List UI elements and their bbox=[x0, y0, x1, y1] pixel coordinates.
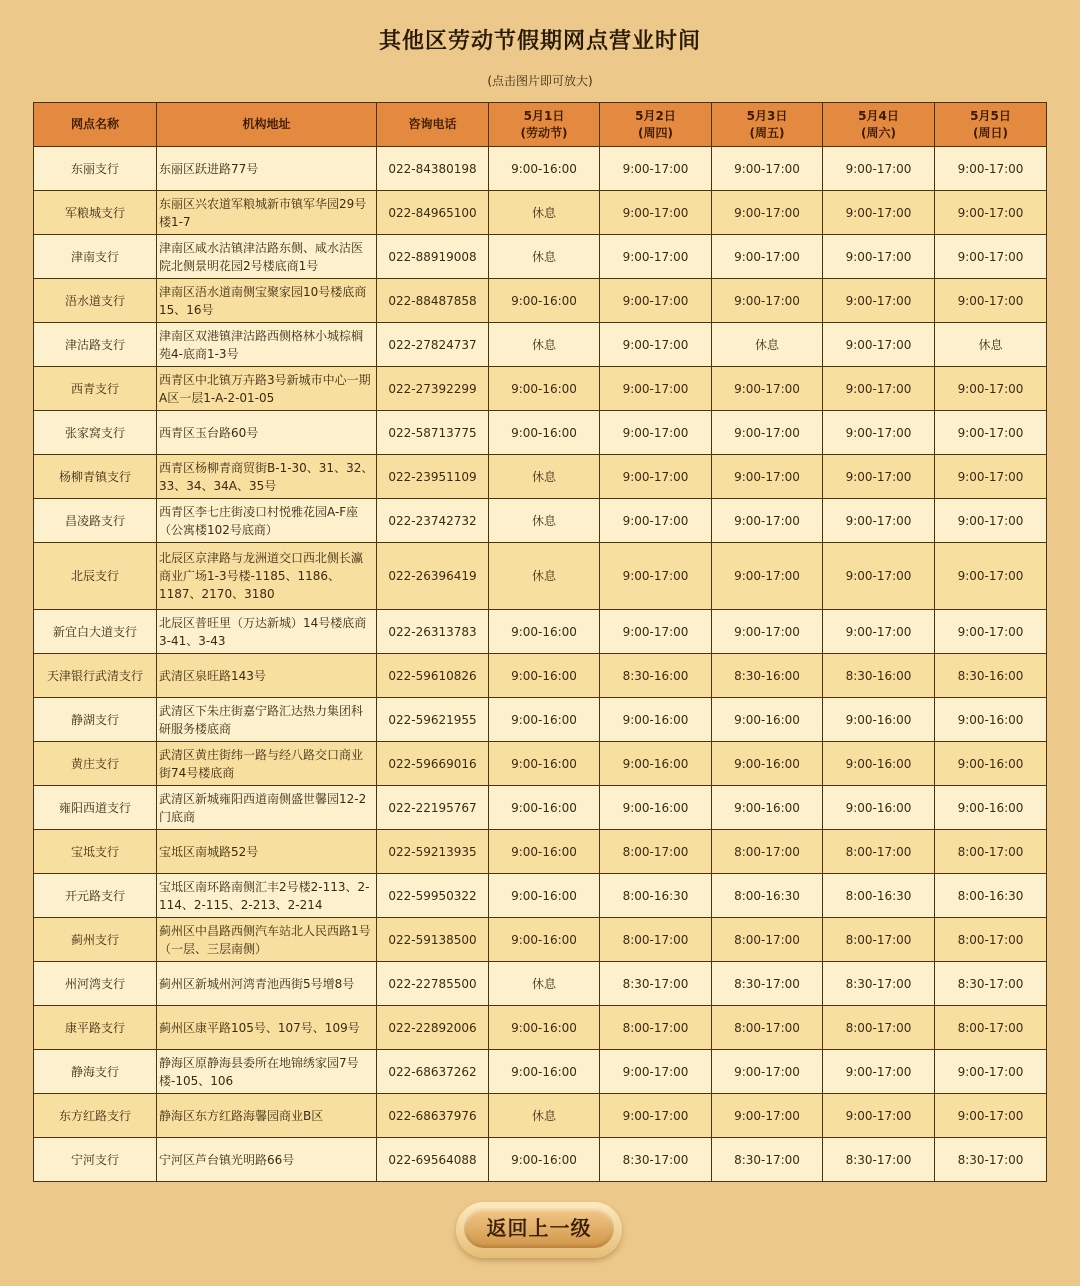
header-day2: 5月2日 (周四) bbox=[600, 103, 712, 147]
hours-day5: 8:00-17:00 bbox=[935, 830, 1047, 874]
hours-day4: 9:00-17:00 bbox=[823, 191, 935, 235]
hours-day4: 9:00-17:00 bbox=[823, 1094, 935, 1138]
hours-day3: 9:00-17:00 bbox=[712, 191, 823, 235]
hours-day1: 休息 bbox=[489, 962, 600, 1006]
branch-address: 蓟州区中昌路西侧汽车站北人民西路1号（一层、三层南侧） bbox=[157, 918, 377, 962]
hours-day2: 8:00-17:00 bbox=[600, 830, 712, 874]
hours-day1: 9:00-16:00 bbox=[489, 1138, 600, 1182]
hours-day4: 9:00-17:00 bbox=[823, 1050, 935, 1094]
hours-day5: 8:00-17:00 bbox=[935, 918, 1047, 962]
page-subtitle: (点击图片即可放大) bbox=[487, 74, 593, 88]
hours-day2: 9:00-17:00 bbox=[600, 191, 712, 235]
branch-name: 新宜白大道支行 bbox=[34, 610, 157, 654]
hours-day2: 9:00-17:00 bbox=[600, 367, 712, 411]
table-row bbox=[34, 1050, 1047, 1094]
hours-day1: 休息 bbox=[489, 235, 600, 279]
hours-day4: 9:00-16:00 bbox=[823, 786, 935, 830]
table-row bbox=[34, 654, 1047, 698]
branch-name: 州河湾支行 bbox=[34, 962, 157, 1006]
branch-address: 宝坻区南环路南侧汇丰2号楼2-113、2-114、2-115、2-213、2-214 bbox=[157, 874, 377, 918]
table-body bbox=[34, 147, 1047, 1182]
hours-day1: 休息 bbox=[489, 455, 600, 499]
hours-day1: 9:00-16:00 bbox=[489, 610, 600, 654]
header-day3: 5月3日 (周五) bbox=[712, 103, 823, 147]
hours-day1: 9:00-16:00 bbox=[489, 147, 600, 191]
branch-address: 东丽区跃进路77号 bbox=[157, 147, 377, 191]
branch-address: 蓟州区新城州河湾青池西街5号增8号 bbox=[157, 962, 377, 1006]
branch-address: 西青区杨柳青商贸街B-1-30、31、32、33、34、34A、35号 bbox=[157, 455, 377, 499]
hours-day1: 休息 bbox=[489, 543, 600, 610]
hours-day2: 8:30-17:00 bbox=[600, 962, 712, 1006]
table-row bbox=[34, 1138, 1047, 1182]
branch-address: 静海区原静海县委所在地锦绣家园7号楼-105、106 bbox=[157, 1050, 377, 1094]
branch-name: 浯水道支行 bbox=[34, 279, 157, 323]
branch-name: 昌凌路支行 bbox=[34, 499, 157, 543]
branch-name: 津南支行 bbox=[34, 235, 157, 279]
branch-name: 静海支行 bbox=[34, 1050, 157, 1094]
hours-day3: 9:00-17:00 bbox=[712, 235, 823, 279]
branch-phone: 022-22892006 bbox=[377, 1006, 489, 1050]
hours-day1: 9:00-16:00 bbox=[489, 654, 600, 698]
hours-day5: 8:30-17:00 bbox=[935, 1138, 1047, 1182]
hours-day3: 9:00-16:00 bbox=[712, 698, 823, 742]
hours-day5: 9:00-17:00 bbox=[935, 191, 1047, 235]
hours-day3: 9:00-17:00 bbox=[712, 411, 823, 455]
table-row bbox=[34, 786, 1047, 830]
branch-name: 康平路支行 bbox=[34, 1006, 157, 1050]
branch-address: 津南区浯水道南侧宝聚家园10号楼底商15、16号 bbox=[157, 279, 377, 323]
hours-day4: 9:00-17:00 bbox=[823, 279, 935, 323]
hours-day3: 休息 bbox=[712, 323, 823, 367]
table-row bbox=[34, 147, 1047, 191]
branch-address: 西青区中北镇万卉路3号新城市中心一期A区一层1-A-2-01-05 bbox=[157, 367, 377, 411]
hours-day2: 8:30-17:00 bbox=[600, 1138, 712, 1182]
branch-address: 北辰区京津路与龙洲道交口西北侧长瀛商业广场1-3号楼-1185、1186、1187、2170、3180 bbox=[157, 543, 377, 610]
hours-day2: 9:00-17:00 bbox=[600, 455, 712, 499]
header-phone: 咨询电话 bbox=[377, 103, 489, 147]
hours-day1: 9:00-16:00 bbox=[489, 874, 600, 918]
branch-name: 开元路支行 bbox=[34, 874, 157, 918]
branch-phone: 022-68637976 bbox=[377, 1094, 489, 1138]
hours-day5: 9:00-17:00 bbox=[935, 455, 1047, 499]
branch-name: 西青支行 bbox=[34, 367, 157, 411]
hours-day3: 8:00-17:00 bbox=[712, 830, 823, 874]
hours-day3: 9:00-17:00 bbox=[712, 543, 823, 610]
header-day1: 5月1日 (劳动节) bbox=[489, 103, 600, 147]
hours-day4: 8:30-17:00 bbox=[823, 1138, 935, 1182]
branch-phone: 022-84380198 bbox=[377, 147, 489, 191]
hours-day1: 9:00-16:00 bbox=[489, 786, 600, 830]
branch-phone: 022-23951109 bbox=[377, 455, 489, 499]
hours-day2: 8:00-17:00 bbox=[600, 1006, 712, 1050]
table-row bbox=[34, 235, 1047, 279]
hours-day5: 8:00-16:30 bbox=[935, 874, 1047, 918]
branch-name: 天津银行武清支行 bbox=[34, 654, 157, 698]
table-row bbox=[34, 918, 1047, 962]
table-row bbox=[34, 543, 1047, 610]
hours-day1: 休息 bbox=[489, 323, 600, 367]
hours-day5: 8:00-17:00 bbox=[935, 1006, 1047, 1050]
hours-day3: 8:30-16:00 bbox=[712, 654, 823, 698]
branch-address: 宝坻区南城路52号 bbox=[157, 830, 377, 874]
table-row bbox=[34, 874, 1047, 918]
hours-day4: 9:00-17:00 bbox=[823, 411, 935, 455]
header-day4: 5月4日 (周六) bbox=[823, 103, 935, 147]
branch-phone: 022-59669016 bbox=[377, 742, 489, 786]
branch-phone: 022-22785500 bbox=[377, 962, 489, 1006]
hours-day5: 9:00-17:00 bbox=[935, 235, 1047, 279]
branch-phone: 022-59610826 bbox=[377, 654, 489, 698]
hours-day2: 9:00-16:00 bbox=[600, 698, 712, 742]
hours-day4: 8:00-17:00 bbox=[823, 830, 935, 874]
hours-day2: 9:00-17:00 bbox=[600, 147, 712, 191]
table-row bbox=[34, 962, 1047, 1006]
branch-phone: 022-88487858 bbox=[377, 279, 489, 323]
table-row bbox=[34, 367, 1047, 411]
header-name: 网点名称 bbox=[34, 103, 157, 147]
branch-name: 东丽支行 bbox=[34, 147, 157, 191]
branch-name: 宝坻支行 bbox=[34, 830, 157, 874]
branch-address: 武清区泉旺路143号 bbox=[157, 654, 377, 698]
hours-day5: 9:00-17:00 bbox=[935, 1050, 1047, 1094]
branch-phone: 022-59138500 bbox=[377, 918, 489, 962]
back-button-frame bbox=[456, 1202, 622, 1258]
hours-day4: 9:00-17:00 bbox=[823, 147, 935, 191]
hours-day1: 休息 bbox=[489, 1094, 600, 1138]
branch-phone: 022-27392299 bbox=[377, 367, 489, 411]
branch-name: 东方红路支行 bbox=[34, 1094, 157, 1138]
hours-day3: 8:00-17:00 bbox=[712, 918, 823, 962]
hours-day3: 9:00-17:00 bbox=[712, 499, 823, 543]
branch-name: 雍阳西道支行 bbox=[34, 786, 157, 830]
header-address: 机构地址 bbox=[157, 103, 377, 147]
hours-day1: 9:00-16:00 bbox=[489, 918, 600, 962]
branch-address: 武清区黄庄街纬一路与经八路交口商业街74号楼底商 bbox=[157, 742, 377, 786]
branch-address: 宁河区芦台镇光明路66号 bbox=[157, 1138, 377, 1182]
hours-day3: 9:00-17:00 bbox=[712, 367, 823, 411]
hours-day5: 9:00-16:00 bbox=[935, 742, 1047, 786]
hours-day5: 休息 bbox=[935, 323, 1047, 367]
hours-day2: 9:00-17:00 bbox=[600, 323, 712, 367]
hours-day5: 9:00-17:00 bbox=[935, 411, 1047, 455]
hours-day1: 9:00-16:00 bbox=[489, 1006, 600, 1050]
hours-day2: 9:00-16:00 bbox=[600, 742, 712, 786]
table-row bbox=[34, 279, 1047, 323]
branch-name: 静湖支行 bbox=[34, 698, 157, 742]
hours-day5: 9:00-17:00 bbox=[935, 147, 1047, 191]
hours-day4: 9:00-17:00 bbox=[823, 235, 935, 279]
hours-day4: 9:00-17:00 bbox=[823, 543, 935, 610]
hours-day2: 9:00-17:00 bbox=[600, 610, 712, 654]
branch-address: 北辰区普旺里（万达新城）14号楼底商3-41、3-43 bbox=[157, 610, 377, 654]
hours-day3: 9:00-16:00 bbox=[712, 786, 823, 830]
branch-address: 静海区东方红路海馨园商业B区 bbox=[157, 1094, 377, 1138]
branch-name: 黄庄支行 bbox=[34, 742, 157, 786]
branch-name: 北辰支行 bbox=[34, 543, 157, 610]
hours-day1: 9:00-16:00 bbox=[489, 1050, 600, 1094]
branch-address: 东丽区兴农道军粮城新市镇军华园29号楼1-7 bbox=[157, 191, 377, 235]
hours-day2: 9:00-17:00 bbox=[600, 543, 712, 610]
table-row bbox=[34, 742, 1047, 786]
table-row bbox=[34, 1006, 1047, 1050]
branch-name: 军粮城支行 bbox=[34, 191, 157, 235]
branch-name: 津沽路支行 bbox=[34, 323, 157, 367]
hours-day5: 8:30-16:00 bbox=[935, 654, 1047, 698]
branch-phone: 022-22195767 bbox=[377, 786, 489, 830]
branch-name: 杨柳青镇支行 bbox=[34, 455, 157, 499]
page-title: 其他区劳动节假期网点营业时间 bbox=[378, 29, 701, 54]
branch-phone: 022-58713775 bbox=[377, 411, 489, 455]
table-row bbox=[34, 455, 1047, 499]
branch-address: 武清区下朱庄街嘉宁路汇达热力集团科研服务楼底商 bbox=[157, 698, 377, 742]
hours-day1: 9:00-16:00 bbox=[489, 279, 600, 323]
hours-table bbox=[33, 102, 1047, 1182]
hours-day3: 9:00-16:00 bbox=[712, 742, 823, 786]
branch-phone: 022-27824737 bbox=[377, 323, 489, 367]
hours-day1: 9:00-16:00 bbox=[489, 698, 600, 742]
hours-day4: 9:00-16:00 bbox=[823, 742, 935, 786]
branch-phone: 022-59950322 bbox=[377, 874, 489, 918]
table-row bbox=[34, 830, 1047, 874]
hours-day4: 9:00-17:00 bbox=[823, 323, 935, 367]
hours-day4: 8:00-17:00 bbox=[823, 918, 935, 962]
hours-day2: 9:00-16:00 bbox=[600, 786, 712, 830]
table-row bbox=[34, 499, 1047, 543]
header-day5: 5月5日 (周日) bbox=[935, 103, 1047, 147]
branch-name: 宁河支行 bbox=[34, 1138, 157, 1182]
branch-phone: 022-59213935 bbox=[377, 830, 489, 874]
hours-day3: 8:00-16:30 bbox=[712, 874, 823, 918]
branch-address: 津南区双港镇津沽路西侧格林小城棕榈苑4-底商1-3号 bbox=[157, 323, 377, 367]
hours-day3: 8:30-17:00 bbox=[712, 962, 823, 1006]
hours-day3: 8:00-17:00 bbox=[712, 1006, 823, 1050]
hours-day5: 8:30-17:00 bbox=[935, 962, 1047, 1006]
hours-day4: 8:30-16:00 bbox=[823, 654, 935, 698]
branch-address: 津南区咸水沽镇津沽路东侧、咸水沽医院北侧景明花园2号楼底商1号 bbox=[157, 235, 377, 279]
hours-day4: 9:00-17:00 bbox=[823, 367, 935, 411]
hours-day4: 8:00-17:00 bbox=[823, 1006, 935, 1050]
hours-day5: 9:00-17:00 bbox=[935, 367, 1047, 411]
table-row bbox=[34, 698, 1047, 742]
hours-day4: 8:00-16:30 bbox=[823, 874, 935, 918]
branch-address: 西青区李七庄街凌口村悦雅花园A-F座（公寓楼102号底商） bbox=[157, 499, 377, 543]
branch-phone: 022-88919008 bbox=[377, 235, 489, 279]
table-row bbox=[34, 191, 1047, 235]
table-row bbox=[34, 610, 1047, 654]
hours-day1: 休息 bbox=[489, 191, 600, 235]
table-row bbox=[34, 411, 1047, 455]
hours-day3: 9:00-17:00 bbox=[712, 1094, 823, 1138]
hours-day1: 9:00-16:00 bbox=[489, 411, 600, 455]
hours-day2: 9:00-17:00 bbox=[600, 235, 712, 279]
branch-phone: 022-26396419 bbox=[377, 543, 489, 610]
hours-day2: 8:30-16:00 bbox=[600, 654, 712, 698]
branch-name: 蓟州支行 bbox=[34, 918, 157, 962]
hours-day5: 9:00-17:00 bbox=[935, 1094, 1047, 1138]
branch-address: 西青区玉台路60号 bbox=[157, 411, 377, 455]
branch-phone: 022-84965100 bbox=[377, 191, 489, 235]
branch-address: 蓟州区康平路105号、107号、109号 bbox=[157, 1006, 377, 1050]
branch-phone: 022-23742732 bbox=[377, 499, 489, 543]
hours-day1: 9:00-16:00 bbox=[489, 742, 600, 786]
hours-day2: 9:00-17:00 bbox=[600, 1094, 712, 1138]
hours-day3: 9:00-17:00 bbox=[712, 610, 823, 654]
hours-day3: 9:00-17:00 bbox=[712, 1050, 823, 1094]
hours-day4: 9:00-17:00 bbox=[823, 455, 935, 499]
hours-day3: 8:30-17:00 bbox=[712, 1138, 823, 1182]
branch-phone: 022-26313783 bbox=[377, 610, 489, 654]
hours-day4: 9:00-16:00 bbox=[823, 698, 935, 742]
hours-day4: 9:00-17:00 bbox=[823, 499, 935, 543]
branch-phone: 022-69564088 bbox=[377, 1138, 489, 1182]
hours-day5: 9:00-17:00 bbox=[935, 499, 1047, 543]
table-row bbox=[34, 323, 1047, 367]
hours-day2: 8:00-16:30 bbox=[600, 874, 712, 918]
hours-day5: 9:00-16:00 bbox=[935, 786, 1047, 830]
branch-phone: 022-68637262 bbox=[377, 1050, 489, 1094]
table-row bbox=[34, 1094, 1047, 1138]
hours-day2: 8:00-17:00 bbox=[600, 918, 712, 962]
hours-day5: 9:00-17:00 bbox=[935, 610, 1047, 654]
hours-day5: 9:00-17:00 bbox=[935, 543, 1047, 610]
hours-day2: 9:00-17:00 bbox=[600, 279, 712, 323]
hours-day3: 9:00-17:00 bbox=[712, 455, 823, 499]
hours-day1: 9:00-16:00 bbox=[489, 830, 600, 874]
hours-day4: 9:00-17:00 bbox=[823, 610, 935, 654]
back-button[interactable]: 返回上一级 bbox=[464, 1208, 614, 1248]
branch-name: 张家窝支行 bbox=[34, 411, 157, 455]
hours-day1: 休息 bbox=[489, 499, 600, 543]
hours-day5: 9:00-16:00 bbox=[935, 698, 1047, 742]
branch-address: 武清区新城雍阳西道南侧盛世馨园12-2门底商 bbox=[157, 786, 377, 830]
hours-day4: 8:30-17:00 bbox=[823, 962, 935, 1006]
hours-day3: 9:00-17:00 bbox=[712, 279, 823, 323]
hours-day5: 9:00-17:00 bbox=[935, 279, 1047, 323]
hours-day2: 9:00-17:00 bbox=[600, 411, 712, 455]
table-header-row bbox=[34, 103, 1047, 147]
hours-day2: 9:00-17:00 bbox=[600, 1050, 712, 1094]
hours-day2: 9:00-17:00 bbox=[600, 499, 712, 543]
branch-phone: 022-59621955 bbox=[377, 698, 489, 742]
hours-day1: 9:00-16:00 bbox=[489, 367, 600, 411]
hours-day3: 9:00-17:00 bbox=[712, 147, 823, 191]
